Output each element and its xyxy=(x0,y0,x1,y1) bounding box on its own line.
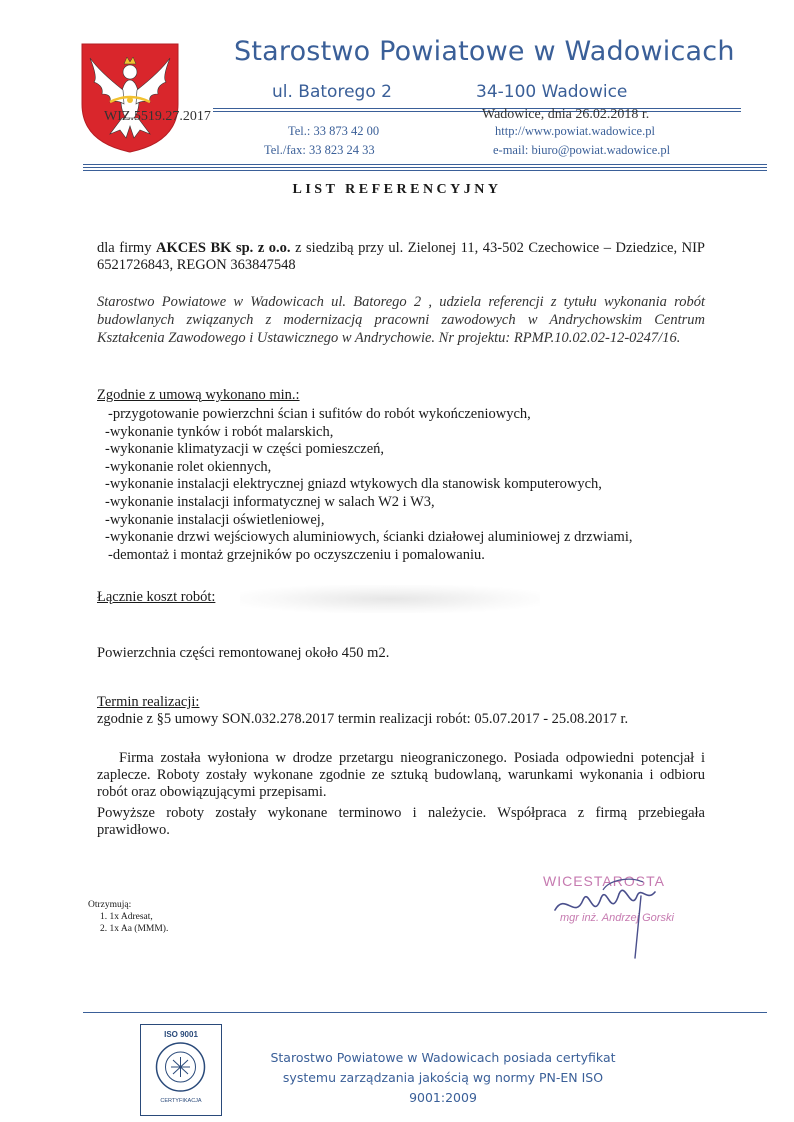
closing-paragraph-2: Powyższe roboty zostały wykonane terminowo i należycie. Współpraca z firmą przebiegała prawidłowo. xyxy=(97,805,705,838)
company-paragraph: dla firmy AKCES BK sp. z o.o. z siedzibą przy ul. Zielonej 11, 43-502 Czechowice – Dziedzice, NIP 6521726843, REGON 363847548 xyxy=(97,240,705,273)
certificate-line-1: Starostwo Powiatowe w Wadowicach posiada certyfikat xyxy=(270,1050,616,1065)
list-item: -przygotowanie powierzchni ścian i sufitów do robót wykończeniowych, xyxy=(108,406,531,422)
iso-caption: CERTYFIKACJA xyxy=(160,1098,202,1104)
list-item: -demontaż i montaż grzejników po oczyszczeniu i pomalowaniu. xyxy=(108,546,485,563)
list-item: -wykonanie instalacji informatycznej w salach W2 i W3, xyxy=(105,493,435,510)
coat-of-arms-icon xyxy=(80,42,180,154)
iso-label: ISO 9001 xyxy=(164,1030,198,1039)
reference-number: WIZ.5519.27.2017 xyxy=(104,109,211,124)
works-list xyxy=(105,406,633,564)
recipients-heading: Otrzymują: xyxy=(88,900,132,910)
stamp-name: mgr inż. Andrzej Gorski xyxy=(560,912,674,924)
office-phone-fax: Tel./fax: 33 823 24 33 xyxy=(264,143,375,157)
office-title: Starostwo Powiatowe w Wadowicach xyxy=(234,36,735,67)
office-website: http://www.powiat.wadowice.pl xyxy=(495,124,655,138)
reference-paragraph: Starostwo Powiatowe w Wadowicach ul. Batorego 2 , udziela referencji z tytułu wykonania robót budowlanych związanych z modernizacją pracowni zawodowych w Andrychowskim Centrum Kształcenia Zawodowego i Ustawicznego w Andrychowie. Nr projektu: RPMP.10.02.02-12-0247/16. xyxy=(97,294,705,346)
certificate-line-2: systemu zarządzania jakością wg normy PN-EN ISO 9001:2009 xyxy=(282,1070,604,1105)
company-name: AKCES BK sp. z o.o. xyxy=(156,240,291,256)
term-heading: Termin realizacji: xyxy=(97,694,200,710)
office-city: 34-100 Wadowice xyxy=(476,82,628,102)
document-date: Wadowice, dnia 26.02.2018 r. xyxy=(482,107,650,122)
office-email: e-mail: biuro@powiat.wadowice.pl xyxy=(493,143,671,157)
cost-redacted xyxy=(240,585,540,613)
closing-paragraph: Firma została wyłoniona w drodze przetargu nieograniczonego. Posiada odpowiedni potencjał i zaplecze. Roboty zostały wykonane zgodnie ze sztuką budowlaną, warunkami wykonania i odbioru robót oraz obowiązującymi przepisami. xyxy=(97,750,705,800)
list-item: -wykonanie tynków i robót malarskich, xyxy=(105,423,334,440)
stamp-title: WICESTAROSTA xyxy=(543,873,665,889)
document-title: LIST REFERENCYJNY xyxy=(292,182,502,197)
term-text: zgodnie z §5 umowy SON.032.278.2017 termin realizacji robót: 05.07.2017 - 25.08.2017 r. xyxy=(97,711,629,727)
iso-certification-badge xyxy=(140,1024,222,1116)
list-item: 2. 1x Aa (MMM). xyxy=(100,924,169,934)
office-street: ul. Batorego 2 xyxy=(272,82,392,102)
area-text: Powierzchnia części remontowanej około 450 m2. xyxy=(97,645,390,661)
list-item: 1. 1x Adresat, xyxy=(100,912,153,922)
list-item: -wykonanie klimatyzacji w części pomieszczeń, xyxy=(105,441,385,458)
cost-label: Łącznie koszt robót: xyxy=(97,589,216,605)
list-item: -wykonanie rolet okiennych, xyxy=(105,458,272,475)
list-item: -wykonanie instalacji elektrycznej gniazd wtykowych dla stanowisk komputerowych, xyxy=(105,476,602,493)
list-item: -wykonanie drzwi wejściowych aluminiowych, ścianki działowej aluminiowej z drzwiami, xyxy=(105,529,633,546)
list-item: -wykonanie instalacji oświetleniowej, xyxy=(105,511,325,528)
recipients xyxy=(88,899,168,935)
works-heading: Zgodnie z umową wykonano min.: xyxy=(97,387,300,403)
handwritten-signature-icon xyxy=(545,862,685,962)
office-phone: Tel.: 33 873 42 00 xyxy=(288,124,380,138)
